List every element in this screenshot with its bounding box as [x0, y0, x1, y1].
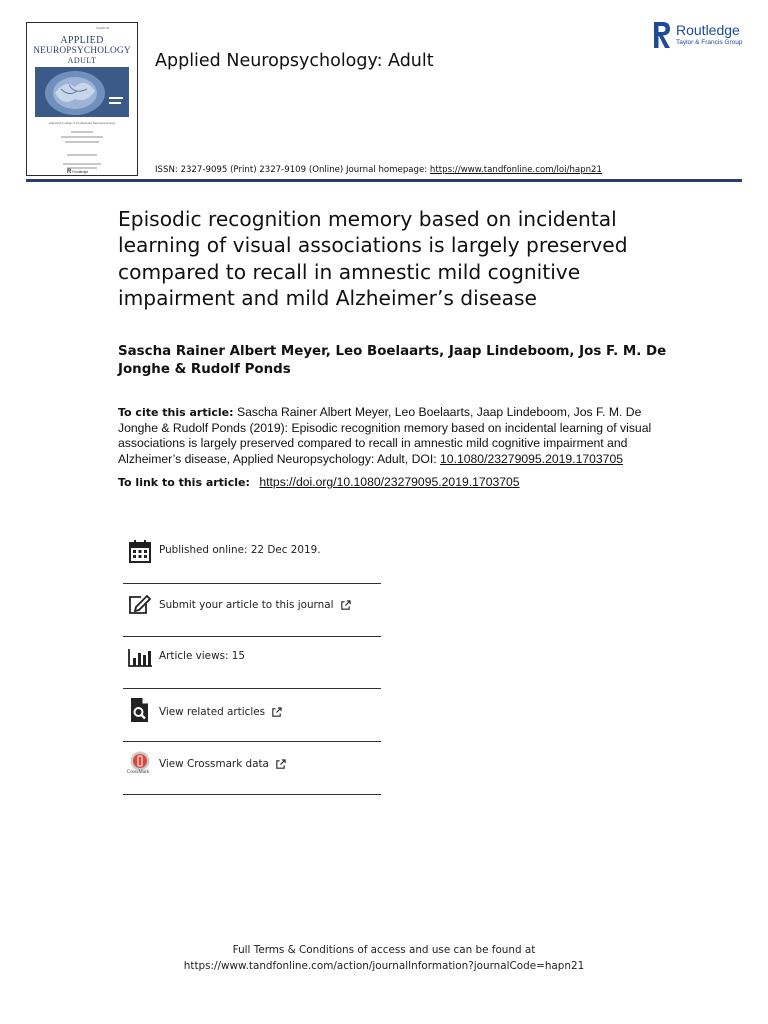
routledge-logo — [652, 20, 752, 52]
published-online-label: Published online: 22 Dec 2019. — [159, 544, 321, 556]
routledge-r-icon — [652, 20, 672, 50]
edit-icon — [127, 592, 153, 618]
citation-block — [118, 405, 678, 467]
cover-text-line — [65, 141, 99, 143]
cover-title-line1: APPLIED — [60, 35, 104, 46]
related-articles-item[interactable] — [123, 697, 381, 750]
cite-doi-link[interactable]: 10.1080/23279095.2019.1703705 — [440, 451, 624, 466]
article-views-item — [123, 645, 381, 698]
calendar-icon — [127, 538, 153, 564]
cite-text: Sascha Rainer Albert Meyer, Leo Boelaarts, Jaap Lindeboom, Jos F. M. De Jonghe & Rudolf Ponds (2019): Episodic recognition memory based on incidental learning of visual associations is largely preserved compared to recall in amnestic mild cognitive impairment and Alzheimer’s disease, Applied Neuropsychology: Adult, DOI: — [118, 405, 652, 466]
footer-line-1: Full Terms & Conditions of access and use can be found at — [232, 944, 536, 956]
crossmark-label[interactable]: View Crossmark data — [159, 758, 286, 770]
info-divider — [123, 583, 381, 584]
info-divider — [123, 688, 381, 689]
bar-chart-icon — [127, 645, 153, 671]
info-divider — [123, 636, 381, 637]
related-articles-label[interactable]: View related articles — [159, 706, 282, 718]
cover-society: American College of Professional Neuropsychology — [48, 121, 116, 125]
link-label: To link to this article: — [118, 476, 250, 489]
publisher-name: Routledge — [676, 22, 740, 38]
article-link-line — [118, 475, 520, 489]
journal-title: Applied Neuropsychology: Adult — [155, 51, 434, 71]
article-title: Episodic recognition memory based on incidental learning of visual associations is largely preserved compared to recall in amnestic mild cognitive impairment and mild Alzheimer’s disease — [118, 207, 628, 311]
article-authors: Sascha Rainer Albert Meyer, Leo Boelaarts, Jaap Lindeboom, Jos F. M. De Jonghe & Rudolf Ponds — [118, 344, 667, 377]
crossmark-item[interactable] — [123, 750, 381, 803]
cover-title-line2: NEUROPSYCHOLOGY — [33, 46, 131, 56]
cover-brain-image — [35, 67, 129, 117]
info-divider — [123, 741, 381, 742]
header-rule — [26, 179, 742, 182]
footer-terms-link[interactable]: https://www.tandfonline.com/action/journalInformation?journalCode=hapn21 — [183, 960, 585, 972]
issn-line — [155, 165, 602, 175]
external-link-icon — [340, 600, 351, 611]
cover-text-line — [67, 154, 97, 156]
submit-article-label[interactable]: Submit your article to this journal — [159, 599, 351, 611]
publisher-subtitle: Taylor & Francis Group — [676, 39, 743, 46]
info-divider — [123, 794, 381, 795]
cover-routledge-mark: R Routledge — [67, 169, 89, 175]
cite-label: To cite this article: — [118, 406, 234, 419]
article-views-label: Article views: 15 — [159, 650, 246, 662]
submit-article-item[interactable] — [123, 592, 381, 645]
journal-homepage-link[interactable]: https://www.tandfonline.com/loi/hapn21 — [429, 165, 602, 175]
cover-text-line — [71, 131, 93, 133]
cover-text-line — [61, 136, 103, 138]
cover-title-line3: ADULT — [67, 56, 97, 65]
issn-text: ISSN: 2327-9095 (Print) 2327-9109 (Online) Journal homepage: — [155, 165, 428, 175]
cover-text-line — [63, 163, 101, 165]
related-articles-icon — [127, 697, 153, 723]
journal-cover-image — [26, 22, 138, 176]
article-doi-link[interactable]: https://doi.org/10.1080/23279095.2019.1703705 — [259, 475, 520, 489]
external-link-icon — [271, 707, 282, 718]
external-link-icon — [275, 759, 286, 770]
cover-volume-text: Volume 26 — [95, 26, 109, 30]
footer-terms — [0, 942, 768, 974]
crossmark-logo-text: CrossMark — [127, 770, 150, 775]
